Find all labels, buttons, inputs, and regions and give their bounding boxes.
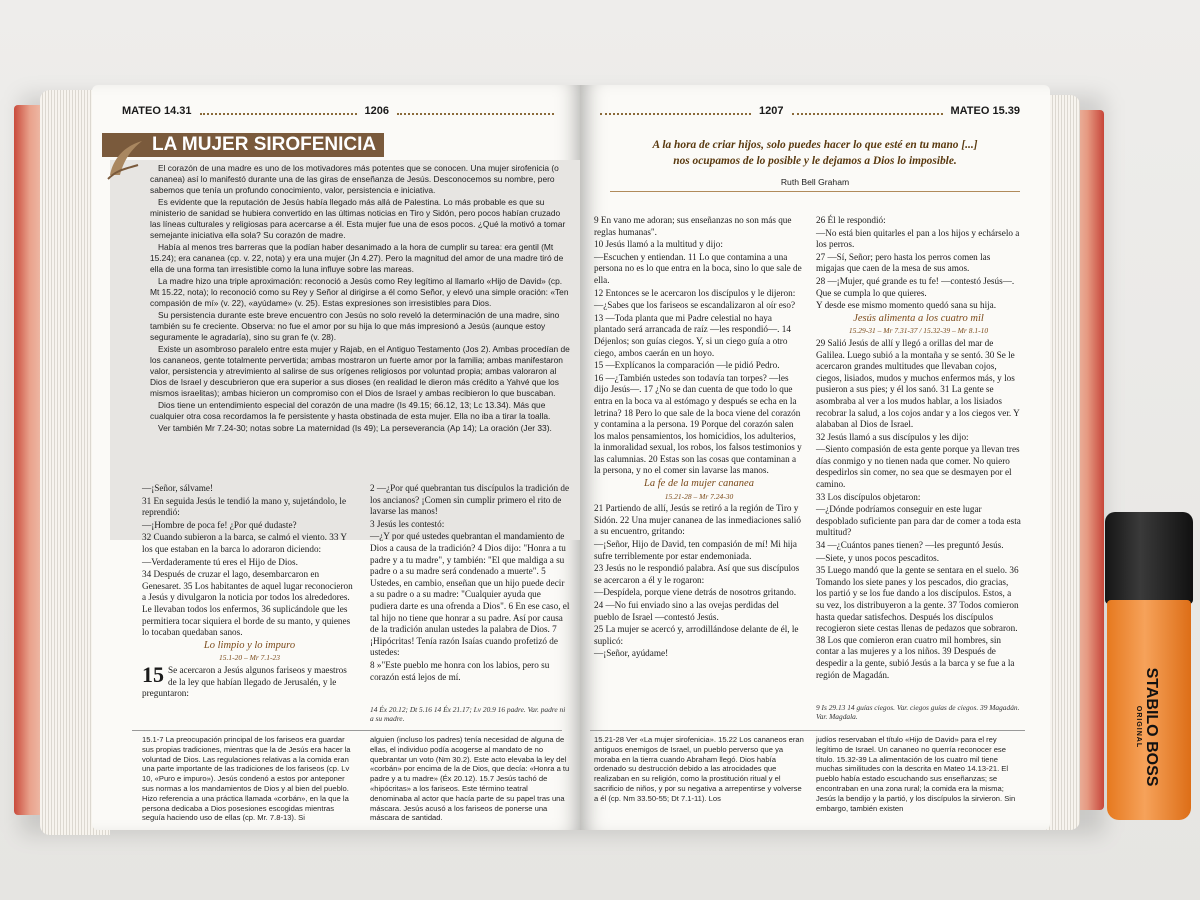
essay-title: LA MUJER SIROFENICIA: [152, 134, 377, 155]
verse-text: 35 Luego mandó que la gente se sentara en el suelo. 36 Tomando los siete panes y los pescados, dio gracias, los partió y se los fue dando a los discípulos. Estos, a su vez, los distribuyeron a la gente. 37 Todos comieron hasta quedar satisfechos. Después los discípulos recogieron siete cestas llenas de pedazos que sobraron. 38 Los que comieron eran cuatro mil hombres, sin contar a las mujeres y a los niños. 39 Después de despedir a la gente, subió Jesús a la barca y se fue a la región de Magadán.: [816, 565, 1019, 680]
essay-paragraph: Es evidente que la reputación de Jesús había llegado más allá de Palestina. Lo más probable es que su ministerio de sanidad se hubiera convertido en las últimas noticias en Tiro y Sidón, pero pocos habían cruzado las líneas culturales y religiosas para acercarse a él. Esta mujer fue una de esos pocos. ¿Qué la motivó a tomar semejante iniciativa ella sola? Su corazón de madre.: [150, 197, 566, 240]
verse-text: —¿Dónde podríamos conseguir en este lugar despoblado suficiente pan para dar de comer a toda esta multitud?: [816, 504, 1021, 538]
section-heading: Lo limpio y lo impuro: [203, 639, 296, 651]
essay-paragraph: El corazón de una madre es uno de los motivadores más potentes que se conocen. Una mujer sirofenicia (o cananea) así lo manifestó durante una de las giras de enseñanza de Jesús. Desconocemos su nombre, pero sabemos que tenía un profundo conocimiento, valor, persistencia e iniciativa.: [150, 163, 559, 195]
chapter-start: [142, 661, 357, 700]
verse-text: —¡Señor, ayúdame!: [594, 648, 669, 659]
quote-line: nos ocupamos de lo posible y le dejamos a Dios lo imposible.: [673, 155, 957, 167]
verse-text: 23 Jesús no le respondió palabra. Así que sus discípulos se acercaron a él y le rogaron:: [594, 563, 800, 585]
essay-body: [150, 163, 570, 435]
essay-paragraph: Ver también Mr 7.24-30; notas sobre La maternidad (Is 49); La perseverancia (Ap 14); La oración (Jer 33).: [158, 423, 552, 433]
quote-author: Ruth Bell Graham: [780, 177, 850, 187]
essay-paragraph: La madre hizo una triple aproximación: reconoció a Jesús como Rey legítimo al llamarlo «Hijo de David» (cp. Mt 15.22, nota); lo reconoció como su Rey y Señor al dirigirse a él como Señor, y elevó una simple oración: «Ten compasión de mí» (v. 22), «ayúdame» (v. 25). Estas expresiones son irresistibles para Dios.: [150, 276, 569, 308]
verse-text: 21 Partiendo de allí, Jesús se retiró a la región de Tiro y Sidón. 22 Una mujer cananea de las inmediaciones salió a su encuentro, gritando:: [594, 503, 801, 537]
verse-text: —¡Señor, sálvame!: [142, 483, 214, 493]
essay-paragraph: Había al menos tres barreras que la podían haber desanimado a la hora de cumplir su tarea: era gentil (Mt 15.24); era cananea (cp. v. 22, nota) y era una mujer (Jn 4.27). Pero la magnitud del amor de una madre tiró de ella de una forma tan irresistible como la luna influye sobre las mareas.: [150, 242, 564, 274]
verse-text: —Siete, y unos pocos pescaditos.: [816, 552, 939, 563]
quote-line: A la hora de criar hijos, solo puedes hacer lo que esté en tu mano [...]: [652, 139, 978, 151]
marker-brand: STABILO BOSS: [1143, 667, 1161, 787]
right-text-column-2: [816, 215, 1021, 682]
verse-text: —¡Señor, Hijo de David, ten compasión de mí! Mi hija sufre terriblemente por estar endemoniada.: [594, 539, 797, 561]
marker-cap: [1105, 512, 1193, 604]
study-notes-col1: 15.21-28 Ver «La mujer sirofenicia». 15.22 Los cananeos eran antiguos enemigos de Israel, un pueblo perverso que ya moraba en la tierra cuando Abraham llegó. Dios había ordenado su destrucción debido a las atrocidades que realizaban en su religión, como la prostitución ritual y el sacrificio de niños, y por su negativa a arrepentirse y volverse a él (cp. Nm 33.50-55; Dt 7.1-11). Los: [594, 735, 804, 803]
essay-paragraph: Su persistencia durante este breve encuentro con Jesús no solo reveló la determinación de una madre, sino también su fe creciente. Observa: no fue el amor por su hija lo que más impresionó a Jesús (aunque estoy seguramente le agradaría), sino su gran fe (v. 28).: [150, 310, 560, 342]
verse-text: 32 Jesús llamó a sus discípulos y les dijo:: [816, 431, 969, 442]
left-text-column-1: [142, 483, 357, 701]
verse-text: 31 En seguida Jesús le tendió la mano y, sujetándolo, le reprendió:: [142, 495, 347, 518]
notes-divider: [132, 730, 562, 731]
section-reference: 15.1-20 – Mr 7.1-23: [218, 653, 281, 663]
left-page: [92, 85, 582, 830]
verse-text: Se acercaron a Jesús algunos fariseos y maestros de la ley que habían llegado de Jerusalén, y le preguntaron:: [142, 664, 347, 699]
verse-text: 16 —¿También ustedes son todavía tan torpes? —les dijo Jesús—. 17 ¿No se dan cuenta de que todo lo que entra en la boca va al estómago y después se echa en la letrina? 18 Pero lo que sale de la boca viene del corazón y contamina a la persona. 19 Porque del corazón salen los malos pensamientos, los homicidios, los adulterios, la inmoralidad sexual, los robos, los falsos testimonios y las calumnias. 20 Estas son las cosas que contaminan a la persona, y no el comer sin lavarse las manos.: [594, 372, 802, 476]
running-dots: [792, 107, 943, 115]
verse-text: 10 Jesús llamó a la multitud y dijo:: [594, 239, 723, 250]
running-dots: [600, 107, 751, 115]
verse-text: 29 Salió Jesús de allí y llegó a orillas del mar de Galilea. Luego subió a la montaña y se sentó. 30 Se le acercaron grandes multitudes que llevaban cojos, ciegos, lisiados, mudos y muchos enfermos más, y los pusieron a sus pies; y él los sanó. 31 La gente se asombraba al ver a los mudos hablar, a los lisiados recobrar la salud, a los cojos andar y a los ciegos ver. Y alababan al Dios de Israel.: [816, 337, 1020, 430]
section-heading: Jesús alimenta a los cuatro mil: [853, 312, 984, 324]
chapter-number: 15: [142, 661, 164, 687]
running-dots: [397, 107, 554, 115]
verse-text: —No está bien quitarles el pan a los hijos y echárselo a los perros.: [816, 227, 1020, 250]
verse-text: 24 —No fui enviado sino a las ovejas perdidas del pueblo de Israel —contestó Jesús.: [594, 600, 779, 622]
verse-text: 2 —¿Por qué quebrantan tus discípulos la tradición de los ancianos? ¡Comen sin cumplir primero el rito de lavarse las manos!: [370, 483, 570, 517]
left-running-title: MATEO 14.31: [122, 105, 192, 117]
verse-text: 33 Los discípulos objetaron:: [816, 491, 921, 502]
marker-subtitle: ORIGINAL: [1135, 705, 1143, 749]
running-dots: [200, 107, 357, 115]
highlighter-marker: [1105, 512, 1193, 820]
verse-text: 13 —Toda planta que mi Padre celestial no haya plantado será arrancada de raíz —les respondió—. 14 Déjenlos; son guías ciegos. Y, si un ciego guía a otro ciego, ambos caerán en un hoyo.: [594, 312, 791, 358]
verse-text: 9 En vano me adoran; sus enseñanzas no son más que reglas humanas".: [594, 215, 792, 237]
essay-paragraph: Dios tiene un entendimiento especial del corazón de una madre (Is 49.15; 66.12, 13; Lc 13.34). Más que cualquier otra cosa recordamos la fe persistente y hasta obstinada de esta mujer. Ella no iba a tirar la toalla.: [150, 400, 551, 421]
section-heading: La fe de la mujer cananea: [644, 478, 754, 490]
verse-text: 15 —Explícanos la comparación —le pidió Pedro.: [594, 360, 780, 371]
verse-text: 26 Él le respondió:: [816, 215, 886, 225]
right-footnotes: 9 Is 29.13 14 guías ciegos. Var. ciegos guías de ciegos. 39 Magadán. Var. Magdala.: [816, 703, 1020, 721]
marker-brand-label: [1073, 667, 1200, 787]
verse-text: —Despídela, porque viene detrás de nosotros gritando.: [594, 587, 797, 598]
left-page-number: 1206: [364, 105, 389, 117]
verse-text: —Verdaderamente tú eres el Hijo de Dios.: [142, 556, 298, 567]
left-running-head: [122, 103, 562, 119]
right-running-head: [592, 103, 1020, 119]
verse-text: 32 Cuando subieron a la barca, se calmó el viento. 33 Y los que estaban en la barca lo adoraron diciendo:: [142, 532, 347, 554]
verse-text: —¿Sabes que los fariseos se escandalizaron al oír eso?: [594, 300, 796, 311]
verse-text: —¿Y por qué ustedes quebrantan el mandamiento de Dios a causa de la tradición? 4 Dios dijo: "Honra a tu padre y a tu madre", y también: "El que maldiga a su padre o a su madre será condenado a muerte". 5 Ustedes, en cambio, enseñan que un hijo puede decir a su padre o a su madre: "Cualquier ayuda que pudiera darte es una ofrenda a Dios". 6 En ese caso, el tal hijo no tiene que honrar a su padre. Así por causa de la tradición anulan ustedes la palabra de Dios. 7 ¡Hipócritas! Tenía razón Isaías cuando profetizó de ustedes:: [370, 531, 570, 658]
left-footnotes: 14 Éx 20.12; Dt 5.16 14 Éx 21.17; Lv 20.9 16 padre. Var. padre ni a su madre.: [370, 705, 566, 723]
verse-text: —¡Hombre de poca fe! ¿Por qué dudaste?: [142, 519, 297, 530]
essay-paragraph: Existe un asombroso paralelo entre esta mujer y Rajab, en el Antiguo Testamento (Jos 2). Ambas procedían de los cananeos, gente totalmente pervertida; ambas mostraron un fuerte amor por la familia; ambas manifestaron valor, persistencia y atrevimiento al salirse de sus orígenes religiosos por voluntad propia; ambas valoraron al Dios de Israel y descubrieron que era superior a sus dioses (en realidad le dieron más crédito a Yahvé que los mismos israelitas); ambas hicieron un compromiso con el Dios de Israel y ambas recibieron lo que buscaban.: [150, 344, 570, 398]
section-reference: 15.21-28 – Mr 7.24-30: [664, 491, 734, 501]
study-notes-col2: alguien (incluso los padres) tenía necesidad de alguna de ellas, el individuo podía acogerse al mandato de no quebrantar un voto (Nm 30.2). Este acto elevaba la ley del «corbán» por encima de la de Dios, que decía: «Honra a tu padre y a tu madre» (Éx 20.12). 15.7 Jesús tachó de «hipócritas» a los fariseos. Este término teatral denominaba al actor que hacía parte de su papel tras una máscara. Jesús acusó a los fariseos de ponerse una máscara de santidad.: [370, 735, 570, 823]
verse-text: 34 —¿Cuántos panes tienen? —les preguntó Jesús.: [816, 540, 1004, 551]
verse-text: 25 La mujer se acercó y, arrodillándose delante de él, le suplicó:: [594, 624, 799, 646]
verse-text: —Siento compasión de esta gente porque ya llevan tres días conmigo y no tienen nada que comer. No quiero despedirlos sin comer, no sea que se desmayen por el camino.: [816, 444, 1020, 490]
ornament-icon: [104, 135, 146, 183]
section-reference: 15.29-31 – Mr 7.31-37 / 15.32-39 – Mr 8.1-10: [848, 326, 989, 336]
verse-text: 12 Entonces se le acercaron los discípulos y le dijeron:: [594, 287, 796, 298]
verse-text: 34 Después de cruzar el lago, desembarcaron en Genesaret. 35 Los habitantes de aquel lugar reconocieron a Jesús y divulgaron la noticia por todos los alrededores. Le llevaban todos los enfermos, 36 suplicándole que les permitiera tocar siquiera el borde de su manto, y quienes lo tocaban quedaban sanos.: [142, 569, 353, 638]
verse-text: 27 —Sí, Señor; pero hasta los perros comen las migajas que caen de la mesa de sus amos.: [816, 251, 991, 274]
right-text-column-1: [594, 215, 804, 661]
right-running-title: MATEO 15.39: [950, 105, 1021, 117]
verse-text: 8 »"Este pueblo me honra con los labios, pero su corazón está lejos de mí.: [370, 659, 550, 682]
study-notes-col2: judíos reservaban el título «Hijo de David» para el rey legítimo de Israel. Un cananeo no querría reconocer ese título. 15.32-39 La alimentación de los cuatro mil tiene muchas similitudes con la descrita en Mateo 14.13-21. El pueblo había estado escuchando sus enseñanzas; se encontraban en una zona rural; la comida era la misma; Jesús la bendijo y la partió, y los discípulos la sirvieron. Sin embargo, también existen: [816, 735, 1016, 813]
quote-underline: [610, 191, 1020, 192]
verse-text: 28 —¡Mujer, qué grande es tu fe! —contestó Jesús—. Que se cumpla lo que quieres.: [816, 275, 1015, 298]
study-notes-col1: 15.1-7 La preocupación principal de los fariseos era guardar sus propias tradiciones, mientras que la de Jesús era hacer la voluntad de Dios. Las regulaciones relativas a la comida eran una parte importante de las tradiciones de los fariseos (cp. Lv 10, «Puro e impuro»). Jesús condenó a estos por anteponer sus normas a los mandamientos de Dios y al bien del pueblo. Hizo referencia a una práctica llamada «corbán», en la que la persona dedicaba a Dios posesiones escogidas mientras seguía haciendo uso de ellas (cp. Mr. 7.8-13). Si: [142, 735, 351, 823]
right-page: [580, 85, 1050, 830]
pull-quote: [620, 137, 1010, 169]
verse-text: Y desde ese mismo momento quedó sana su hija.: [816, 300, 997, 311]
notes-divider: [590, 730, 1025, 731]
left-text-column-2: [370, 483, 570, 684]
right-page-number: 1207: [759, 105, 784, 117]
verse-text: 3 Jesús les contestó:: [370, 518, 445, 529]
verse-text: —Escuchen y entiendan. 11 Lo que contamina a una persona no es lo que entra en la boca, sino lo que sale de ella.: [594, 251, 802, 285]
